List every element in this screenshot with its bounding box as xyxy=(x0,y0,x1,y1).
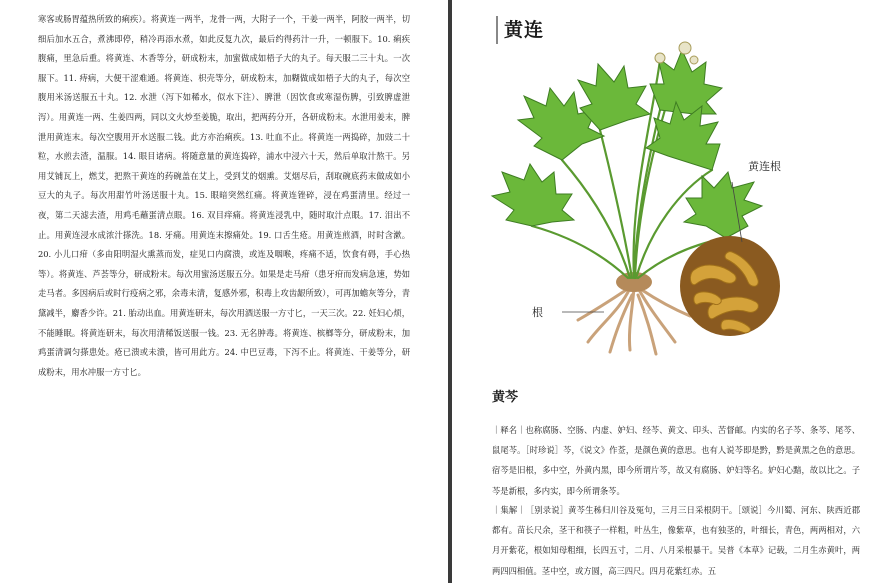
section-title: 黄芩 xyxy=(492,390,519,405)
herb-title-box xyxy=(496,16,544,44)
plant-leaves xyxy=(492,50,762,238)
stem-callout-label: 根 xyxy=(532,306,543,319)
entry-collection-paragraph: ｜集解｜［别录说］黄芩生秭归川谷及冤句，三月三日采根阴干。［颂说］今川蜀、河东、陕西近郡都有。苗长尺余，茎干和筷子一样粗，叶丛生，像紫草，也有独茎的，叶细长，青色，两两相对，六月开紫花，根如知母粗细，长四五寸，二月、八月采根暴干。吴普《本草》记载，二月生赤黄叶，两两四四相值。茎中空，或方圆，高三四尺。四月花紫红赤。五 xyxy=(492,505,860,576)
plant-roots xyxy=(578,288,690,354)
left-page-body-text: 寒客或肠胃蕴热所致的痢疾）。将黄连一两半，龙骨一两，大附子一个，干姜一两半，阿胶一两半，切细后加水五合，煮沸即停，稍冷再添水煮，如此反复九次，最后约得药汁一升，一顿服下。10. 痢疾腹痛，里急后重。将黄连、木香等分，研成粉末，加蜜做成如梧子大的丸子。每天服二三十丸。一次服下。11. 痔病，大便干涩难通。将黄连、枳壳等分，研成粉末，加糊做成如梧子大的丸子，每次空腹用米汤送服五十丸。12. 水泄（泻下如稀水，似水下注）、脾泄（因饮食或寒湿伤脾，引致脾虚泄泻）。用黄连一两、生姜四两，同以文火炒至姜脆，取出，把两药分开，各研成粉末。水泄用姜末，脾泄用黄连末。每次空腹用开水送服二钱。此方亦治痢疾。13. 吐血不止。将黄连一两捣碎，加豉二十粒，水煎去渣，温服。14. 眼目诸病。将随意量的黄连捣碎，浦水中浸六十天，然后单取汁熬干。另用艾铺瓦上，燃艾，把熬干黄连的药碗盖在艾上，受到艾的烟熏。艾烟尽后，刮取碗底药末做成如小豆大的丸子。每次用甜竹叶汤送服十丸。15. 眼暗突然红痛。将黄连锉碎，浸在鸡蛋清里。经过一夜，第二天滤去渣，用鸡毛蘸蛋清点眼。16. 双目痒痛。将黄连浸乳中，随时取汁点眼。17. 泪出不止。用黄连浸水成浓汁搽洗。18. 牙痛。用黄连末擦痛处。19. 口舌生疮。用黄连煎酒，时时含漱。20. 小儿口疳（多由阳明湿火熏蒸而发，症见口内腐溃，或连及咽喉，疼痛不适，饮食有碍，手心热等）。将黄连、芦荟等分，研成粉末。每次用蜜汤送服五分。如果是走马疳（患牙疳而发病急速，势如走马者。多因病后或时行疫病之邪，余毒未清，复感外邪，积毒上攻齿龈所致），可再加蟾灰等分，青黛减半，麝香少许。21. 胎动出血。用黄连研末，每次用酒送服一方寸匕，一天三次。22. 妊妇心烦，不能睡眠。将黄连研末，每次用清稀饭送服一钱。23. 无名肿毒。将黄连、槟榔等分，研成粉末，加鸡蛋清调匀搽患处。疮已溃或未溃，皆可用此方。24. 中巴豆毒，下泻不止。将黄连、干姜等分，研成粉末，用水冲服一方寸匕。 xyxy=(38,14,410,377)
herb-title: 黄连 xyxy=(504,19,545,41)
plant-flowers xyxy=(655,42,698,64)
coptis-plant-illustration xyxy=(480,20,780,356)
root-callout-label: 黄连根 xyxy=(748,160,781,173)
right-page xyxy=(452,0,896,583)
entry-names-paragraph: ｜释名｜也称腐肠、空肠、内虚、妒妇、经芩、黄文、印头、苦督邮。内实的名子芩、条芩、尾芩、鼠尾芩。［时珍说］芩，《说文》作莶，是颜色黄的意思。也有人说芩即是黔，黔是黄黑之色的意思。宿芩是旧根，多中空，外黄内黑，即今所谓片芩，故又有腐肠、妒妇等名。妒妇心黯，故以比之。子芩是新根，多内实，即今所谓条芩。 xyxy=(492,425,860,496)
